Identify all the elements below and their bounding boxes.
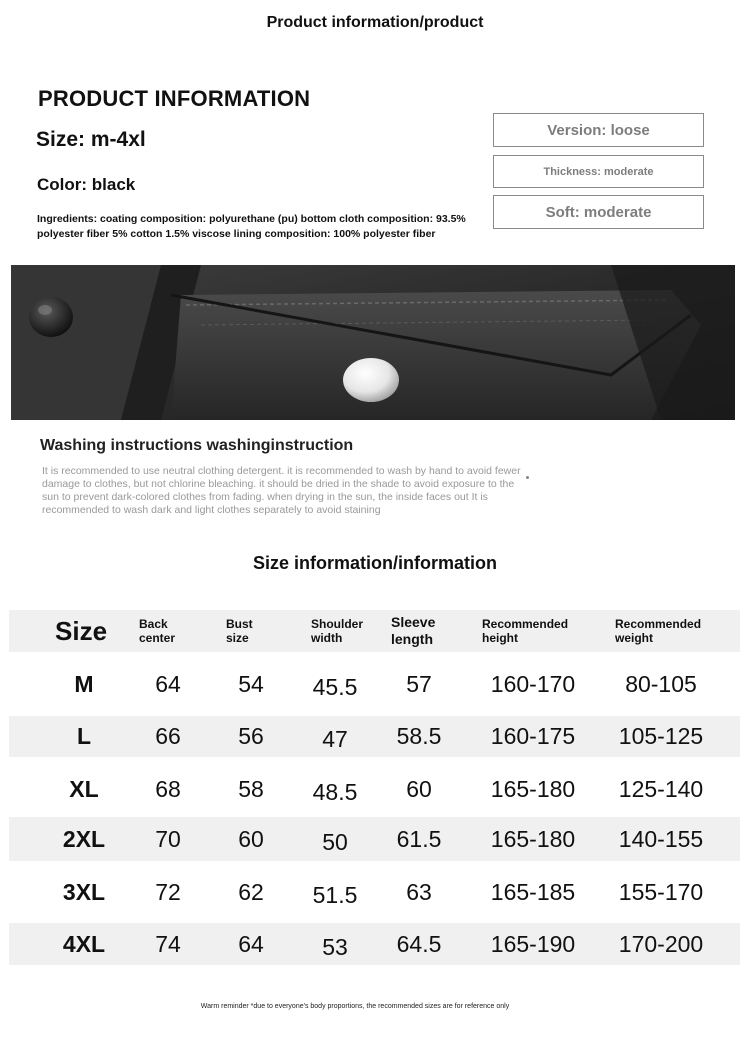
- cell-back: 66: [155, 723, 181, 749]
- cell-bust: 56: [238, 723, 264, 749]
- table-row: [9, 767, 740, 811]
- cell-height: 160-170: [490, 670, 576, 697]
- header-weight: Recommended weight: [615, 617, 702, 645]
- washing-text: It is recommended to use neutral clothing detergent. it is recommended to wash by hand to avoid fewer damage to clothes, but not chlorine bleaching. it should be dried in the shade to avoid exposure to the sun to prevent dark-colored clothes from fading. when drying in the sun, the inside faces out It is recommended to wash dark and light clothes separately to avoid staining: [42, 465, 521, 516]
- color-value: Color: black: [37, 175, 136, 194]
- cell-weight: 170-200: [618, 930, 704, 957]
- cell-height: 165-190: [490, 930, 576, 957]
- cell-sleeve: 61.5: [396, 825, 442, 852]
- cell-back: 64: [155, 670, 181, 697]
- decorative-dot: [526, 476, 529, 479]
- cell-weight: 155-170: [618, 878, 704, 905]
- cell-shoulder: 50: [322, 828, 348, 855]
- size-range: Size: m-4xl: [36, 128, 146, 151]
- cell-weight: 125-140: [618, 775, 704, 802]
- cell-shoulder: 47: [322, 726, 348, 752]
- header-shoulder: Shoulder width: [311, 617, 364, 645]
- cell-size: L: [76, 723, 92, 749]
- cell-height: 165-180: [490, 775, 576, 802]
- cell-weight: 140-155: [618, 825, 704, 852]
- header-sleeve: Sleeve length: [391, 614, 436, 647]
- cell-size: XL: [69, 775, 99, 802]
- cell-size: 2XL: [62, 825, 106, 852]
- cell-bust: 62: [238, 878, 264, 905]
- cell-back: 74: [155, 930, 181, 957]
- cell-shoulder: 48.5: [312, 778, 358, 805]
- table-row: [9, 716, 740, 757]
- cell-height: 160-175: [490, 723, 576, 749]
- softness-tag: Soft: moderate: [493, 195, 704, 229]
- cell-size: 4XL: [62, 930, 106, 957]
- cell-back: 72: [155, 878, 181, 905]
- cell-height: 165-180: [490, 825, 576, 852]
- header-size: Size: [55, 615, 108, 646]
- cell-weight: 80-105: [625, 670, 697, 697]
- cell-sleeve: 64.5: [396, 930, 442, 957]
- cell-back: 70: [155, 825, 181, 852]
- table-row: [9, 923, 740, 965]
- cell-size: 3XL: [62, 878, 106, 905]
- cell-bust: 58: [238, 775, 264, 802]
- ingredients-text: Ingredients: coating composition: polyurethane (pu) bottom cloth composition: 93.5% polyester fiber 5% cotton 1.5% viscose lining composition: 100% polyester fiber: [37, 213, 466, 240]
- table-row: [9, 869, 740, 915]
- cell-weight: 105-125: [618, 723, 704, 749]
- page-title: Product information/product: [266, 14, 484, 31]
- cell-shoulder: 53: [322, 933, 348, 960]
- cell-sleeve: 60: [406, 775, 432, 802]
- washing-heading: Washing instructions washinginstruction: [40, 437, 354, 454]
- cell-bust: 60: [238, 825, 264, 852]
- cell-shoulder: 45.5: [312, 673, 358, 700]
- cell-bust: 64: [238, 930, 264, 957]
- table-row: [9, 662, 740, 706]
- cell-bust: 54: [238, 670, 264, 697]
- leather-jacket-photo: [11, 265, 735, 420]
- header-height: Recommended height: [482, 617, 569, 645]
- cell-height: 165-185: [490, 878, 576, 905]
- header-bust: Bust size: [226, 617, 253, 645]
- cell-sleeve: 58.5: [396, 723, 442, 749]
- cell-shoulder: 51.5: [312, 881, 358, 908]
- thickness-tag: Thickness: moderate: [493, 155, 704, 188]
- size-table-header: [9, 610, 740, 652]
- warm-reminder-footer: Warm reminder *due to everyone's body proportions, the recommended sizes are for reference only: [200, 1003, 510, 1010]
- product-info-heading: PRODUCT INFORMATION: [38, 86, 311, 111]
- cell-back: 68: [155, 775, 181, 802]
- size-info-heading: Size information/information: [252, 553, 497, 573]
- cell-sleeve: 63: [406, 878, 432, 905]
- table-row: [9, 817, 740, 861]
- cell-size: M: [74, 670, 94, 697]
- header-back-center: Back center: [139, 617, 176, 645]
- version-tag: Version: loose: [493, 113, 704, 147]
- cell-sleeve: 57: [406, 670, 432, 697]
